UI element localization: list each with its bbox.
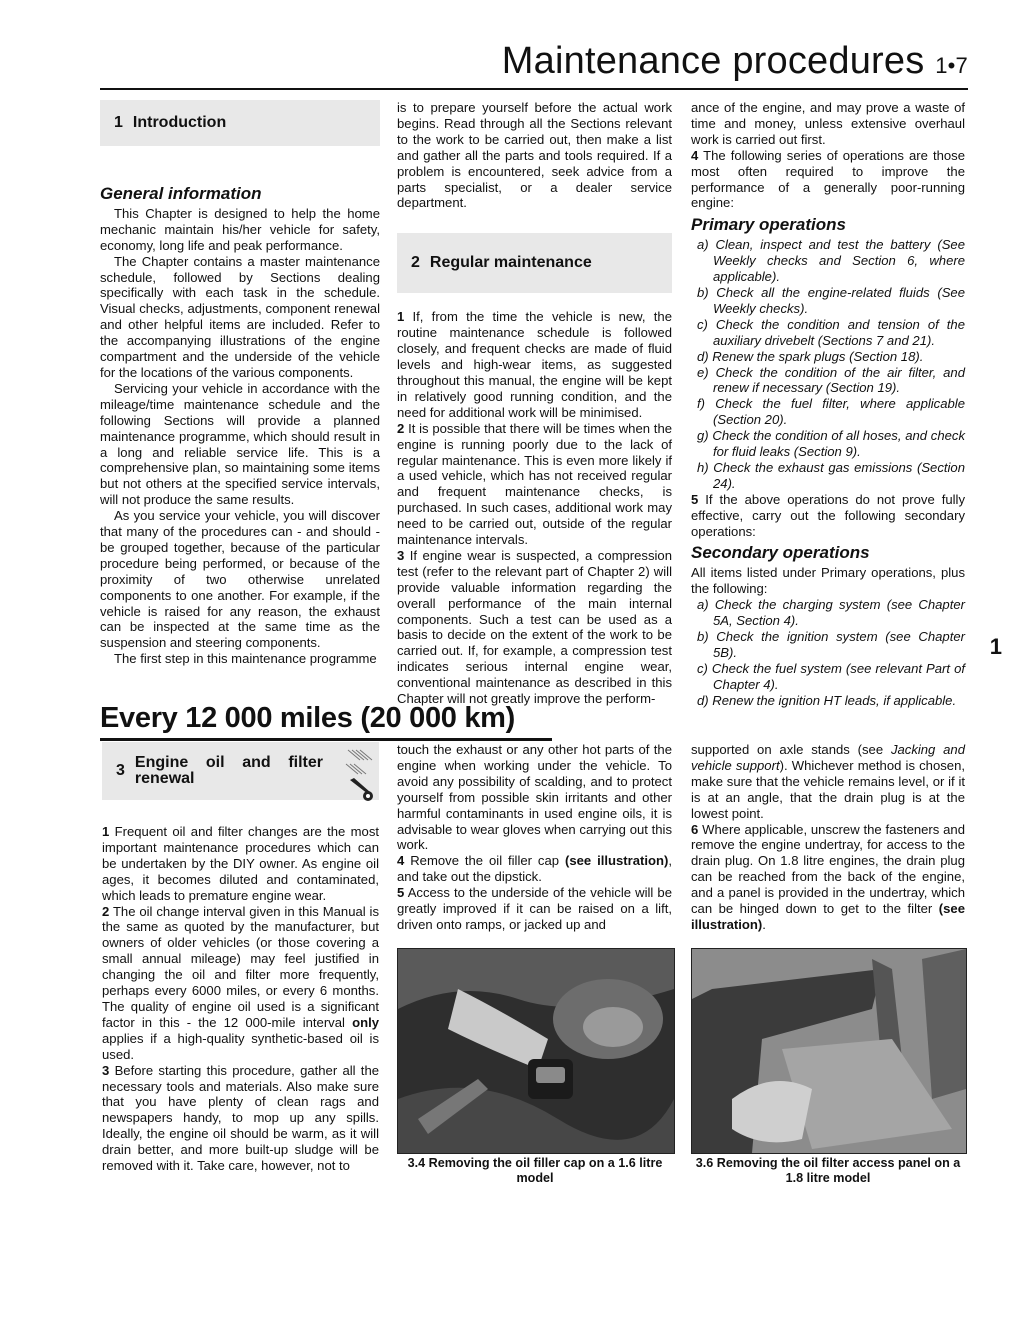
section-title: Introduction: [132, 114, 227, 132]
paragraph-text: , and take out the dipstick.: [397, 853, 673, 885]
col2-top: [397, 100, 672, 707]
wrench-difficulty-icon: [340, 746, 380, 804]
list-item: c) Check the condition and tension of the auxiliary drivebelt (Sections 7 and 21).: [697, 316, 965, 348]
paragraph-text: The following series of operations are those most often required to improve the performance of a generally poor-running engine:: [691, 147, 966, 211]
paragraph-number: 1: [397, 309, 405, 325]
col2-bottom: [397, 742, 672, 933]
paragraph: [397, 421, 672, 548]
paragraph: Servicing your vehicle in accordance with the mileage/time maintenance schedule and the following Sections will provide a planned maintenance programme, which should result in a long and reliable service life. This is a comprehensive plan, so maintaining some items but not others at the specified service intervals, will not produce the same results.: [100, 380, 380, 508]
photo-oil-filler-cap: [397, 948, 675, 1154]
paragraph-text: It is possible that there will be times when the engine is running poorly due to the lack of regular maintenance. This is even more likely if a used vehicle, which has not received regular and frequent maintenance checks, is purchased. In such cases, additional work may need to be carried out, outside of the regular maintenance intervals.: [397, 420, 673, 548]
paragraph-text: If the above operations do not prove fully effective, carry out the following secondary operations:: [691, 491, 965, 539]
paragraph-number: 4: [397, 853, 405, 869]
paragraph-text: Before starting this procedure, gather all the necessary tools and materials. Also make sure that you have plenty of clean rags and newspapers handy, to mop up any spills. Ideally, the engine oil should be warm, as it will drain better, and more built-up sludge will be removed with it. Take care, however, not to: [102, 1062, 380, 1174]
primary-operations-list: [691, 237, 965, 492]
paragraph-number: 4: [691, 147, 699, 163]
paragraph-text: applies if a high-quality synthetic-based oil is used.: [102, 1030, 379, 1062]
paragraph: As you service your vehicle, you will discover that many of the procedures can - and should - be grouped together, because of the particular procedure being performed, or because of the proximity of two otherwise unrelated components to one another. For example, if the vehicle is raised for any reason, the exhaust can be inspected at the same time as the suspension and steering components.: [100, 508, 380, 651]
paragraph: ance of the engine, and may prove a waste of time and money, unless extensive overhaul work is carried out first.: [691, 100, 965, 147]
paragraph-text: The oil change interval given in this Manual is the same as quoted by the manufacturer, but owners of older vehicles (or those covering a small annual mileage) may feel justified in changing the oil and filter more frequently, perhaps every 6000 miles, or every 6 months. The quality of engine oil used is a significant factor in this - the 12 000-mile interval: [102, 903, 380, 1030]
paragraph: All items listed under Primary operations, plus the following:: [691, 565, 965, 597]
section-number: 2: [411, 254, 420, 272]
list-item: b) Check all the engine-related fluids (See Weekly checks).: [697, 284, 965, 316]
paragraph: [102, 824, 379, 904]
paragraph: The Chapter contains a master maintenance schedule, followed by Sections dealing specifically with each task in the schedule. Visual checks, adjustments, component renewal and other helpful items are included. Refer to the accompanying illustrations of the engine compartment and the underside of the vehicle for the locations of the various components.: [100, 253, 380, 380]
photo-oil-filler-cap-image: [398, 949, 674, 1153]
paragraph-number: 1: [102, 824, 110, 839]
chapter-tab-marker: 1: [989, 634, 1002, 659]
section-number: 3: [116, 762, 125, 780]
caption-3-4: 3.4 Removing the oil filler cap on a 1.6 litre model: [407, 1156, 663, 1185]
paragraph-text: supported on axle stands (see: [691, 742, 884, 757]
col3-top: [691, 100, 965, 709]
paragraph-number: 3: [397, 547, 405, 563]
secondary-operations-list: [691, 597, 965, 708]
paragraph: The first step in this maintenance programme: [114, 651, 377, 667]
list-item: d) Renew the ignition HT leads, if applicable.: [697, 692, 957, 708]
list-item: b) Check the ignition system (see Chapter 5B).: [697, 629, 965, 660]
paragraph: touch the exhaust or any other hot parts of the engine when working under the vehicle. To avoid any possibility of scalding, and to protect yourself from possible skin irritants and other harmful contaminants in used engine oils, it is advisable to wear gloves when carrying out this work.: [397, 742, 672, 853]
paragraph-text: Access to the underside of the vehicle will be greatly improved if it can be raised on a lift, driven onto ramps, or jacked up and: [397, 885, 672, 932]
paragraph-text: Remove the oil filler cap: [410, 853, 560, 869]
list-item: c) Check the fuel system (see relevant Part of Chapter 4).: [697, 660, 965, 692]
paragraph: [691, 822, 965, 933]
paragraph: [102, 1063, 379, 1174]
col1-bottom: [102, 742, 379, 1174]
photo-oil-filter-access-panel-image: [692, 949, 966, 1153]
list-item: h) Check the exhaust gas emissions (Section 24).: [697, 459, 965, 491]
list-item: e) Check the condition of the air filter, and renew if necessary (Section 19).: [697, 364, 965, 396]
list-item: d) Renew the spark plugs (Section 18).: [697, 348, 924, 364]
section-title: Regular maintenance: [429, 254, 592, 272]
paragraph-number: 3: [102, 1062, 110, 1078]
header-rule: [100, 88, 968, 90]
see-illustration-ref: (see illustration): [564, 853, 669, 869]
paragraph: [397, 885, 672, 933]
paragraph: [397, 309, 672, 420]
header-title: Maintenance procedures: [501, 40, 925, 82]
caption-3-6: 3.6 Removing the oil filter access panel on a 1.8 litre model: [695, 1156, 961, 1185]
paragraph-text: Where applicable, unscrew the fasteners and remove the engine undertray, for access to the drain plug. On 1.8 litre engines, the drain plug can be reached from the back of the engine, and a panel is provided in the undertray, which can be hinged down to get to the filter: [691, 821, 965, 917]
paragraph: [691, 742, 965, 822]
col3-bottom: [691, 742, 965, 933]
interval-heading: Every 12 000 miles (20 000 km): [100, 702, 516, 734]
see-illustration-ref: (see illustration): [691, 901, 965, 932]
subheading-general-information: General information: [100, 184, 262, 203]
paragraph: [691, 148, 965, 212]
paragraph-text: ). Whichever method is chosen, make sure that the vehicle remains level, or if it is at an angle, that the drain plug is at the lowest point.: [691, 757, 965, 821]
emphasis: only: [352, 1014, 379, 1030]
interval-heading-rule: [100, 738, 552, 741]
page-number: 1•7: [935, 53, 968, 78]
subheading-primary-operations: Primary operations: [691, 215, 846, 235]
paragraph-number: 5: [397, 885, 405, 901]
paragraph-number: 6: [691, 821, 699, 837]
paragraph-number: 2: [397, 420, 405, 436]
paragraph: is to prepare yourself before the actual work begins. Read through all the Sections relevant to the work to be carried out, then make a list and gather all the parts and tools required. If a problem is encountered, seek advice from a parts specialist, or a dealer service department.: [397, 100, 672, 211]
paragraph-text: Frequent oil and filter changes are the most important maintenance procedures which can be undertaken by the DIY owner. As engine oil ages, it becomes diluted and contaminated, which leads to premature engine wear.: [102, 824, 379, 903]
section-heading-regular-maintenance: [397, 233, 672, 293]
paragraph-number: 5: [691, 491, 699, 507]
section-heading-introduction: [100, 100, 380, 146]
subheading-secondary-operations: Secondary operations: [691, 543, 870, 563]
section-number: 1: [114, 114, 123, 132]
list-item: a) Check the charging system (see Chapter 5A, Section 4).: [697, 597, 965, 629]
paragraph: [397, 853, 672, 885]
paragraph: [102, 904, 379, 1063]
paragraph: This Chapter is designed to help the home mechanic maintain his/her vehicle for safety, economy, long life and peak performance.: [100, 205, 380, 253]
section-heading-oil-filter: [102, 742, 379, 800]
list-item: f) Check the fuel filter, where applicable (Section 20).: [697, 396, 965, 428]
paragraph: [691, 492, 965, 540]
paragraph-text: If engine wear is suspected, a compression test (refer to the relevant part of Chapter 2) will provide valuable information regarding the overall performance of the main internal components. Such a test can be used as a basis to decide on the extent of the work to be carried out. If, for example, a compression test indicates serious internal engine wear, conventional maintenance as described in this Chapter will not greatly improve the perform-: [397, 547, 672, 707]
photo-oil-filter-access-panel: [691, 948, 967, 1154]
paragraph: [397, 548, 672, 707]
list-item: g) Check the condition of all hoses, and check for fluid leaks (Section 9).: [697, 428, 965, 460]
cross-reference: Jacking and vehicle support: [691, 742, 965, 773]
paragraph-text: If, from the time the vehicle is new, the routine maintenance schedule is followed closely, and frequent checks are made of fluid levels and high-wear items, as suggested throughout this manual, the engine will be kept in relatively good running condition, and the need for additional work will be minimised.: [397, 309, 672, 420]
col1-top: [100, 100, 380, 667]
paragraph-text: .: [762, 916, 766, 932]
section-title: Engine oil and filter renewal: [134, 754, 323, 787]
page-header: [502, 40, 968, 83]
list-item: a) Clean, inspect and test the battery (See Weekly checks and Section 6, where applicable).: [697, 237, 965, 285]
paragraph-number: 2: [102, 903, 110, 919]
